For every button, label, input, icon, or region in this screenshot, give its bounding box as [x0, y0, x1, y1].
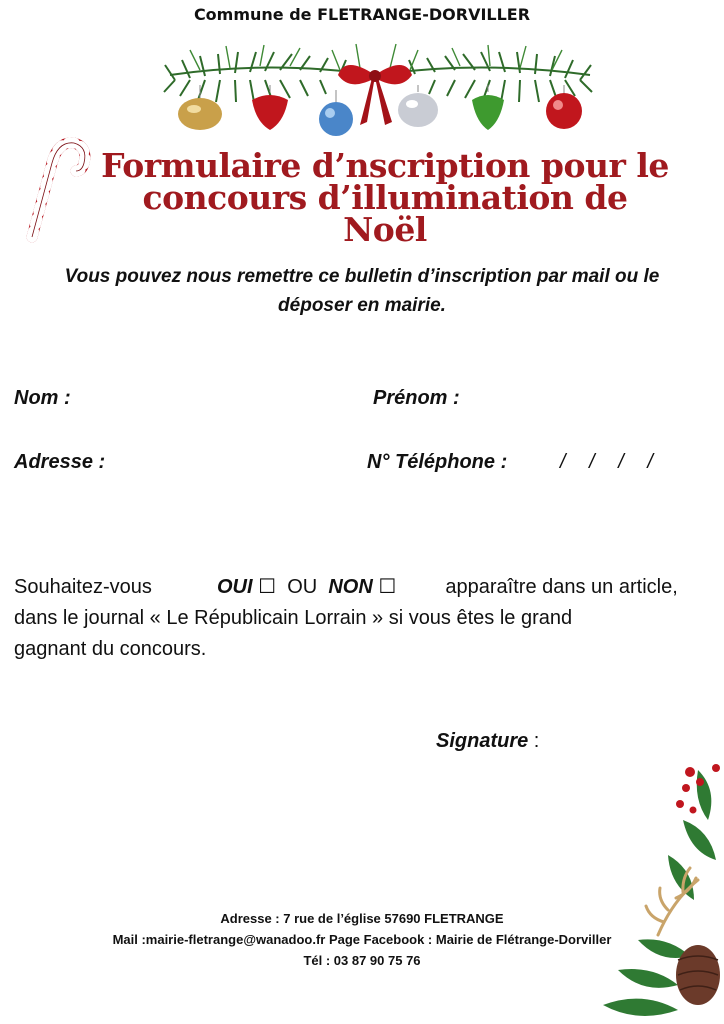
- candy-cane-icon: [20, 125, 95, 245]
- oui-option-label: OUI: [217, 576, 253, 598]
- title-line-2: concours d’illumination de Noël: [142, 178, 628, 249]
- garland-decoration-icon: [160, 30, 596, 140]
- footer-phone: Tél : 03 87 90 75 76: [303, 953, 421, 968]
- footer-contact: [0, 908, 724, 971]
- intro-text: [14, 262, 710, 320]
- publication-question: [14, 572, 714, 665]
- commune-name: Commune de FLETRANGE-DORVILLER: [193, 5, 531, 24]
- footer-address: Adresse : 7 rue de l’église 57690 FLETRANGE: [220, 911, 504, 926]
- holly-branch-icon: [598, 760, 724, 1024]
- footer-mail-facebook: Mail :mairie-fletrange@wanadoo.fr Page Facebook : Mairie de Flétrange-Dorviller: [112, 932, 612, 947]
- title-line-1: Formulaire d’nscription pour le: [101, 146, 669, 185]
- intro-line-1: Vous pouvez nous remettre ce bulletin d’inscription par mail ou le: [64, 266, 660, 287]
- telephone-label: N° Téléphone :: [367, 451, 508, 473]
- signature-label: Signature: [436, 730, 529, 752]
- intro-line-2: déposer en mairie.: [278, 295, 446, 316]
- signature-colon: :: [528, 730, 540, 752]
- survey-line-1: [14, 572, 714, 603]
- survey-question: Souhaitez-vous: [14, 576, 152, 598]
- non-option-label: NON: [328, 576, 373, 598]
- adresse-label: Adresse :: [14, 451, 106, 473]
- page-title: [100, 146, 670, 249]
- signature-field: [436, 730, 539, 753]
- telephone-separators: / / / /: [560, 451, 655, 473]
- non-checkbox[interactable]: ☐: [378, 576, 397, 598]
- prenom-label: Prénom :: [373, 387, 460, 409]
- oui-checkbox[interactable]: ☐: [258, 576, 277, 598]
- survey-text-1: apparaître dans un article,: [445, 576, 678, 598]
- nom-label: Nom :: [14, 387, 71, 409]
- survey-line-3: gagnant du concours.: [14, 638, 207, 660]
- survey-line-2: dans le journal « Le Républicain Lorrain » si vous êtes le grand: [14, 607, 573, 629]
- ou-text: OU: [287, 576, 318, 598]
